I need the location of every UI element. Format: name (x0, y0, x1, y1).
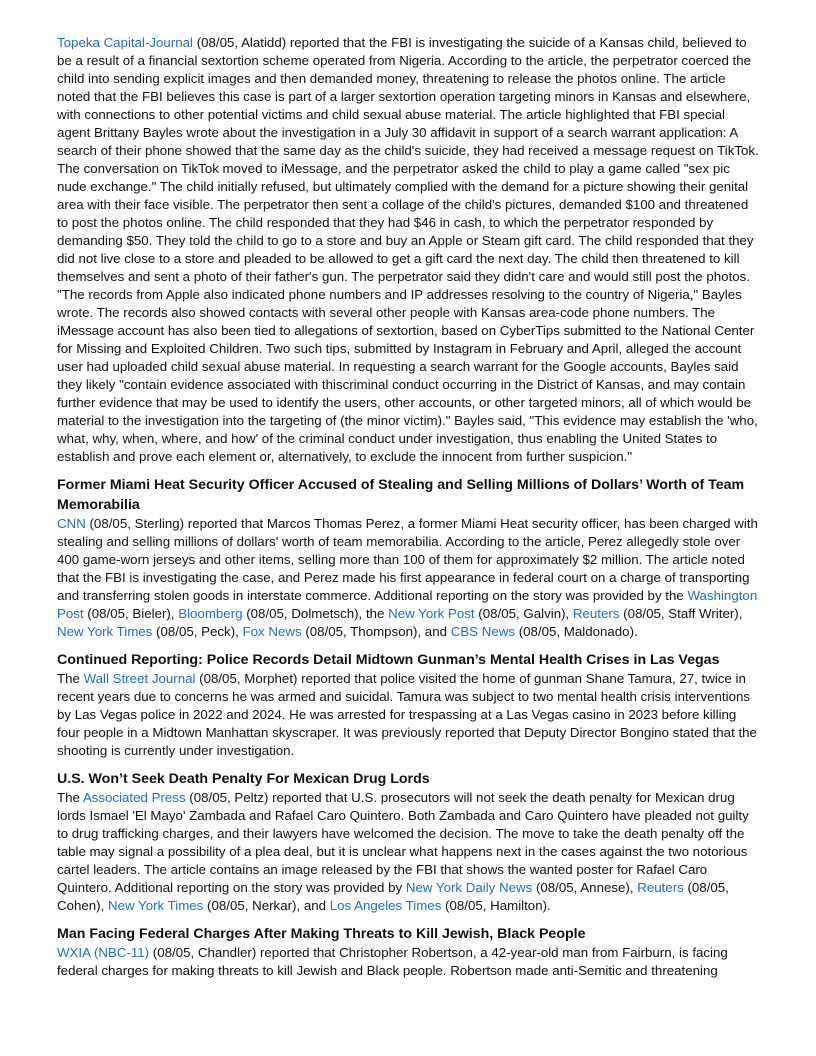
article-text: (08/05, Hamilton). (441, 898, 551, 913)
article-text: (08/05, Nerkar), and (203, 898, 330, 913)
news-article (57, 650, 760, 760)
source-link[interactable]: Los Angeles Times (329, 898, 442, 913)
source-link[interactable]: Fox News (242, 624, 302, 639)
source-link[interactable]: Topeka Capital-Journal (57, 35, 194, 50)
news-article (57, 769, 760, 915)
news-article (57, 34, 760, 466)
source-link[interactable]: CBS News (450, 624, 515, 639)
article-text: (08/05, Alatidd) reported that the FBI is investigating the suicide of a Kansas child, believed to be a result of a financial sextortion scheme operated from Nigeria. According to the article, the perpetrator coerced the child into sending explicit images and then demanded money, threatening to release the photos online. The article noted that the FBI believes this case is part of a larger sextortion operation targeting minors in Kansas and elsewhere, with connections to other potential victims and child sexual abuse material. The article highlighted that FBI special agent Brittany Bayles wrote about the investigation in a July 30 affidavit in support of a search warrant application: A search of their phone showed that the same day as the child's suicide, they had received a message request on TikTok. The conversation on TikTok moved to iMessage, and the perpetrator asked the child to play a game called "sex pic nude exchange." The child initially refused, but ultimately complied with the demand for a picture showing their genital area with their face visible. The perpetrator then sent a collage of the child's pictures, demanded $100 and threatened to post the photos online. The child responded that they had $46 in cash, to which the perpetrator responded by demanding $50. They told the child to go to a store and buy an Apple or Steam gift card. The child responded that they did not live close to a store and pleaded to be allowed to get a gift card the next day. The child then threatened to kill themselves and sent a photo of their father's gun. The perpetrator said they didn't care and would still post the photos. "The records from Apple also indicated phone numbers and IP addresses resolving to the country of Nigeria," Bayles wrote. The records also showed contacts with several other people with Kansas area-code phone numbers. The iMessage account has also been tied to allegations of sextortion, based on CyberTips submitted to the National Center for Missing and Exploited Children. Two such tips, submitted by Instagram in February and April, alleged the account user had uploaded child sexual abuse material. In requesting a search warrant for the Google accounts, Bayles said they likely "contain evidence associated with thiscriminal conduct occurring in the District of Kansas, and may contain further evidence that may be used to identify the users, other accounts, or other targeted minors, all of which would be material to the investigation into the targeting of (the minor victim)." Bayles said, "This evidence may establish the 'who, what, why, when, where, and how' of the criminal conduct under investigation, thus enabling the United States to establish and prove each element or, alternatively, to exclude the innocent from further suspicion." (57, 35, 759, 464)
article-text: The (57, 790, 83, 805)
article-body (57, 944, 760, 980)
source-link[interactable]: New York Times (108, 898, 204, 913)
source-link[interactable]: New York Daily News (405, 880, 533, 895)
article-text: (08/05, Morphet) reported that police visited the home of gunman Shane Tamura, 27, twice in recent years due to concerns he was armed and suicidal. Tamura was subject to two mental health crisis interventions by Las Vegas police in 2022 and 2024. He was arrested for trespassing at a Las Vegas casino in 2023 before killing four people in a Midtown Manhattan skyscraper. It was previously reported that Deputy Director Bongino stated that the shooting is currently under investigation. (57, 671, 757, 758)
source-link[interactable]: Reuters (637, 880, 684, 895)
article-text: (08/05, Chandler) reported that Christopher Robertson, a 42-year-old man from Fairburn, is facing federal charges for making threats to kill Jewish and Black people. Robertson made anti-Semitic and threatening (57, 945, 728, 978)
article-text: (08/05, Cohen), (57, 880, 729, 913)
source-link[interactable]: Reuters (572, 606, 620, 621)
article-body (57, 789, 760, 915)
article-text: The (57, 671, 84, 686)
article-text: (08/05, Annese), (532, 880, 638, 895)
source-link[interactable]: New York Post (388, 606, 475, 621)
source-link[interactable]: New York Times (57, 624, 153, 639)
source-link[interactable]: Associated Press (82, 790, 186, 805)
article-headline: U.S. Won’t Seek Death Penalty For Mexican Drug Lords (57, 771, 430, 787)
article-body (57, 515, 760, 641)
article-text: (08/05, Peck), (152, 624, 243, 639)
article-text: (08/05, Sterling) reported that Marcos Thomas Perez, a former Miami Heat security officer, has been charged with stealing and selling millions of dollars' worth of team memorabilia. According to the article, Perez allegedly stole over 400 game-worn jerseys and other items, selling more than 100 of them for approximately $2 million. The article noted that the FBI is investigating the case, and Perez made his first appearance in federal court on a charge of transporting and transferring stolen goods in interstate commerce. Additional reporting on the story was provided by the (57, 516, 758, 603)
article-body (57, 670, 760, 760)
source-link[interactable]: Washington Post (57, 588, 758, 621)
article-text: (08/05, Thompson), and (301, 624, 451, 639)
article-text: (08/05, Maldonado). (515, 624, 638, 639)
source-link[interactable]: CNN (57, 516, 86, 531)
source-link[interactable]: WXIA (NBC-11) (57, 945, 150, 960)
article-headline: Former Miami Heat Security Officer Accused of Stealing and Selling Millions of Dollars’ Worth of Team Memorabilia (57, 477, 745, 513)
article-headline: Continued Reporting: Police Records Detail Midtown Gunman’s Mental Health Crises in Las Vegas (57, 652, 720, 668)
news-article (57, 924, 760, 980)
article-text: (08/05, Galvin), (474, 606, 573, 621)
article-text: (08/05, Peltz) reported that U.S. prosecutors will not seek the death penalty for Mexican drug lords Ismael 'El Mayo' Zambada and Rafael Caro Quintero. Both Zambada and Caro Quintero have pleaded not guilty to drug trafficking charges, and their lawyers have welcomed the decision. The move to take the death penalty off the table may signal a possibility of a plea deal, but it is unclear what happens next in the cases against the two notorious cartel leaders. The article contains an image released by the FBI that shows the wanted poster for Rafael Caro Quintero. Additional reporting on the story was provided by (57, 790, 749, 895)
article-headline: Man Facing Federal Charges After Making Threats to Kill Jewish, Black People (57, 926, 586, 942)
article-text: (08/05, Dolmetsch), the (242, 606, 389, 621)
article-text: (08/05, Bieler), (83, 606, 179, 621)
article-body (57, 34, 760, 466)
source-link[interactable]: Bloomberg (178, 606, 243, 621)
source-link[interactable]: Wall Street Journal (83, 671, 196, 686)
news-article (57, 475, 760, 641)
article-text: (08/05, Staff Writer), (619, 606, 743, 621)
